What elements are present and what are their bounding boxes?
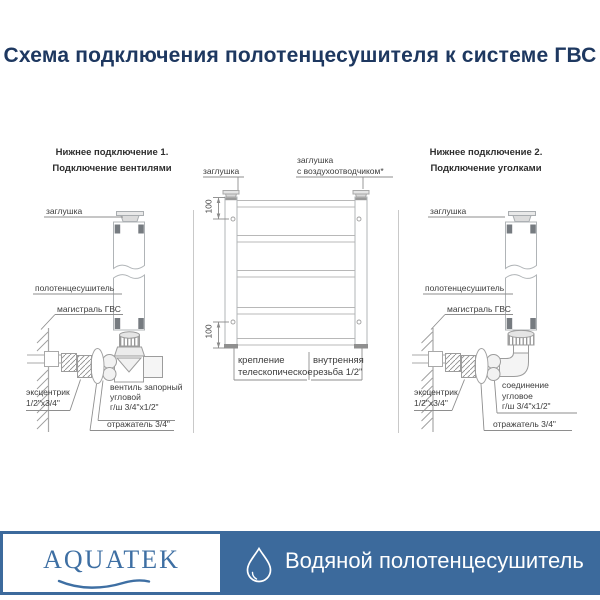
- middle-label-thread-1: внутренняя: [313, 355, 364, 366]
- middle-diagram-drawing: [203, 177, 393, 380]
- footer-tagline: Водяной полотенцесушитель: [285, 548, 584, 573]
- left-label-eccentric-2: 1/2"x3/4": [26, 398, 60, 408]
- left-label-plug: заглушка: [46, 206, 83, 216]
- right-label-eccentric-2: 1/2"x3/4": [414, 398, 448, 408]
- middle-label-air-plug-2: с воздухоотводчиком*: [297, 165, 384, 176]
- middle-label-mount-1: крепление: [238, 355, 285, 366]
- middle-dim-100-top: 100: [203, 199, 214, 214]
- right-label-elbow-3: г/ш 3/4"x1/2": [502, 401, 551, 411]
- right-label-elbow-2: угловое: [502, 390, 533, 401]
- left-label-reflector: отражатель 3/4": [107, 419, 170, 429]
- right-label-main-line: магистраль ГВС: [447, 304, 511, 314]
- page-title: Схема подключения полотенцесушителя к системе ГВС: [3, 44, 597, 67]
- right-label-eccentric-1: эксцентрик: [414, 387, 458, 397]
- left-label-towel-rail: полотенцесушитель: [35, 283, 115, 293]
- middle-label-mount-2: телескопическое: [238, 367, 313, 378]
- right-label-reflector: отражатель 3/4": [493, 419, 556, 429]
- right-label-elbow-1: соединение: [502, 380, 549, 390]
- middle-label-air-plug-1: заглушка: [297, 155, 334, 165]
- left-label-valve-3: г/ш 3/4"x1/2": [110, 402, 159, 412]
- left-label-valve-1: вентиль запорный: [110, 382, 183, 392]
- left-label-eccentric-1: эксцентрик: [26, 387, 70, 397]
- left-label-main-line: магистраль ГВС: [57, 304, 121, 314]
- middle-label-thread-2: резьба 1/2": [313, 367, 363, 378]
- left-diagram-heading-1: Нижнее подключение 1.: [55, 147, 169, 158]
- water-drop-icon: [243, 546, 275, 584]
- left-diagram-heading-2: Подключение вентилями: [52, 163, 172, 174]
- right-diagram-heading-1: Нижнее подключение 2.: [429, 147, 543, 158]
- right-label-towel-rail: полотенцесушитель: [425, 283, 505, 293]
- left-label-valve-2: угловой: [110, 392, 141, 402]
- footer-bar: [0, 531, 600, 595]
- column-separators: [194, 210, 399, 433]
- brand-logo-box: [3, 534, 220, 592]
- brand-logo-text: AQUATEK: [43, 545, 180, 574]
- right-label-plug: заглушка: [430, 206, 467, 216]
- right-diagram-heading-2: Подключение уголками: [430, 163, 542, 174]
- middle-label-plug: заглушка: [203, 166, 240, 176]
- brand-wave-icon: [55, 578, 170, 590]
- middle-dim-100-bottom: 100: [203, 324, 214, 339]
